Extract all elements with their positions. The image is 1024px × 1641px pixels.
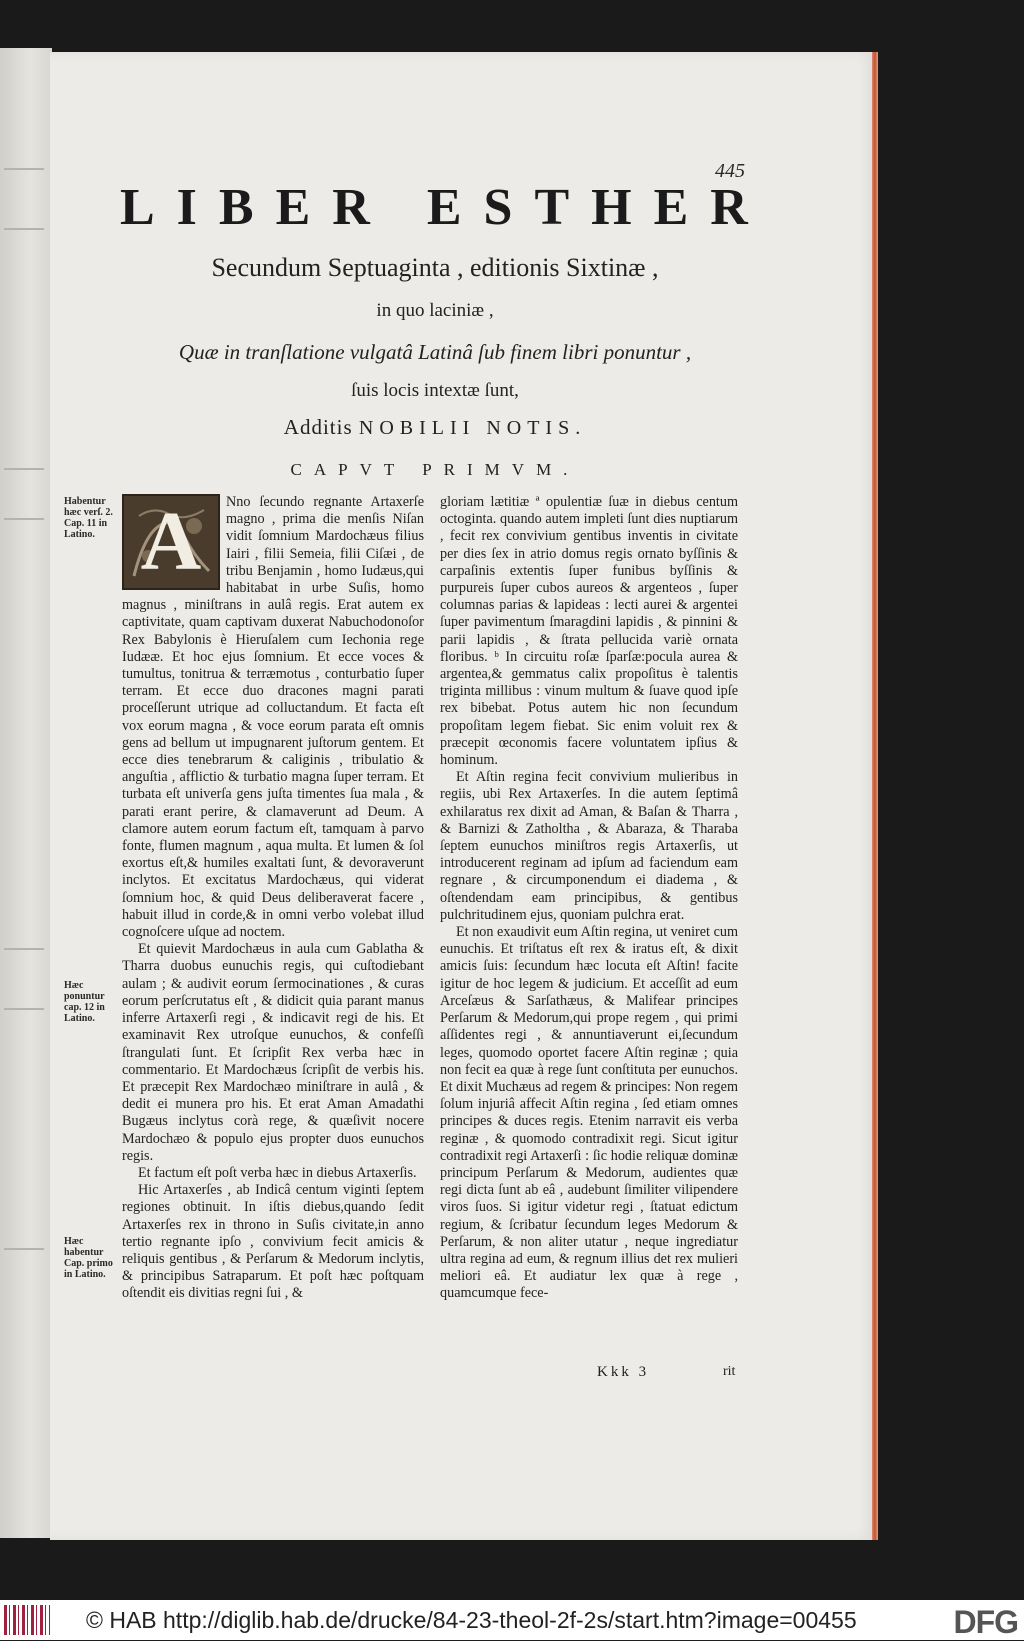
dropcap-letter: A — [140, 495, 202, 588]
barcode-icon — [4, 1605, 50, 1635]
additis-line — [120, 415, 750, 440]
subtitle-line-3: Quæ in tranſlatione vulgatâ Latinâ ſub finem libri ponuntur , — [178, 340, 692, 364]
additis-word: Additis — [283, 415, 353, 439]
right-paragraph-2: Et Aſtin regina fecit convivium mulieribus in regiis, ubi Rex Artaxerſes. In die autem ſeptimâ exhilaratus rex dixit ad Aman, & Baſan & Tharra , & Barnizi & Zatholtha , & Abaraza, & Tharaba ſeptem eunuchos miniſtros regis Artaxerſis, ut introducerent reginam ad ipſum ad faciendum eam regnare , & circumponendum ei diadema , & oſtendendam eam principibus, & gentibus pulchritudinem ejus, quoniam pulchra erat. — [440, 769, 738, 923]
text-column-right — [440, 494, 738, 1303]
chapter-heading: CAPVT PRIMVM. — [290, 460, 580, 479]
left-paragraph-2: Et quievit Mardochæus in aula cum Gablatha & Tharra duobus eunuchis regis, qui cuſtodiebant aulam ; & audivit eorum ſermocinationes , & curas eorum perſcrutatus eſt , & didicit quia parant manus inferre Artaxerſi regi , & indicavit regi de his. Et examinavit Rex utroſque eunuchos, & confeſſi ſtrangulati ſunt. Et ſcripſit Rex verba hæc in commentario. Et Mardochæus ſcripſit de verbis his. Et præcepit Rex Mardochæo miniſtrare in aulâ , & dedit ei munera pro his. Et erat Aman Amadathi Bugæus inclytus corà rege, & quæſivit nocere Mardochæo & populo ejus propter duos eunuchos regis. — [122, 941, 424, 1164]
margin-note-3: Hæc habentur Cap. primo in Latino. — [64, 1236, 113, 1280]
dfg-logo: DFG — [953, 1604, 1018, 1640]
page-edge — [872, 52, 878, 1540]
text-column-left — [122, 494, 424, 1303]
page-number: 445 — [715, 160, 745, 182]
margin-note-2: Hæc ponuntur cap. 12 in Latino. — [64, 980, 105, 1024]
margin-note-1: Habentur hæc verſ. 2. Cap. 11 in Latino. — [64, 496, 113, 540]
signature-mark: Kkk 3 — [597, 1364, 650, 1380]
right-paragraph-1: gloriam lætitiæ ª opulentiæ ſuæ in diebus centum octoginta. quando autem impleti ſunt dies nuptiarum , fecit rex convivium gentibus inventis in civitate per dies ſex in atrio domus regis ornato byſſinis & carpaſinis extentis ſuper funibus byſſinis & purpureis ſuper cubos aureos & argenteos , ſuper columnas parias & lapideas : lecti aurei & argentei ſuper pavimentum ſmaragdini lapidis , & pinnini & parii lapidis , & ſtrata pellucida variè ornata floribus. ᵇ In circuitu roſæ ſparſæ:pocula aurea & argentea,& gemmatus calix propoſitus è talentis triginta millibus : vinum multum & ſuave quod ipſe rex bibebat. Potus autem hic non ſecundum propoſitam legem fiebat. Sic enim voluit rex & præcepit œconomis facere voluntatem ipſius & hominum. — [440, 494, 738, 769]
left-paragraph-1: Nno ſecundo regnante Artaxerſe magno , prima die menſis Niſan vidit ſomnium Mardochæus filius Iairi , filii Semeia, filii Ciſæi , de tribu Benjamin , homo Iudæus,qui habitabat in urbe Suſis, homo magnus , miniſtrans in aulâ regis. Erat autem ex captivitate, quam captivam duxerat Nabuchodonoſor Rex Babylonis è Hieruſalem cum Iechonia rege Iudææ. Et hoc ejus ſomnium. Et ecce voces & tumultus, tonitrua & terræmotus , conturbatio ſuper terram. Et ecce duo dracones magni parati proceſſerunt utrique ad colluctandum. Et facta eſt vox eorum magna , & voce eorum parata eſt omnis gens ad bellum ut impugnarent juſtorum gentem. Et ecce dies tenebrarum & caliginis , tribulatio & anguſtia , afflictio & turbatio magna ſuper terram. Et turbata eſt univerſa gens juſta timentes ſua mala , & parati erant perire, & clamaverunt ad Deum. A clamore autem eorum factum eſt, tamquam à parvo fonte, flumen magnum , aqua multa. Et lumen & ſol exortus eſt,& humiles exaltati ſunt, & devoraverunt inclytos. Et excitatus Mardochæus, qui viderat ſomnium hoc, & quid Deus deliberaverat facere , habuit illud in corde,& in omni verbo volebat illud cognoſcere uſque ad noctem. — [122, 494, 424, 941]
dropcap-ornament — [122, 494, 220, 590]
subtitle-line-2: in quo laciniæ , — [376, 300, 494, 321]
page-title: LIBER ESTHER — [120, 179, 770, 236]
left-paragraph-4: Hic Artaxerſes , ab Indicâ centum viginti ſeptem regiones obtinuit. In iſtis diebus,quando ſedit Artaxerſes rex in throno in Suſis civitate,in anno tertio regnante ipſo , convivium fecit amicis & reliquis gentibus , & Perſarum & Medorum inclytis, & principibus Satraparum. Et poſt hæc poſtquam oſtendit eis divitias regni ſui , & — [122, 1182, 424, 1302]
right-paragraph-3: Et non exaudivit eum Aſtin regina, ut veniret cum eunuchis. Et triſtatus eſt rex & iratus eſt, & dixit amicis ſuis: ſecundum hæc locuta eſt Aſtin! facite igitur de hoc legem & judicium. Et acceſſit ad eum Arceſæus & Sarſathæus, & Malifear principes Perſarum & Medorum,qui prope regem , qui primi aſſidentes regi , & annuntiaverunt ei,ſecundum leges, quomodo oportet facere Aſtin reginæ ; quia non fecit ea quæ à rege ſunt conſtituta per eunuchos. Et dixit Muchæus ad regem & principes: Non regem ſolum injuriâ affecit Aſtin regina , ſed etiam omnes principes & duces regis. Etenim narravit eis verba reginæ , & quomodo contradixit regi. Sicut igitur contradixit regi Artaxerſi : ſic hodie reliquæ dominæ principum Perſarum & Medorum, audientes quæ regi dicta ſunt ab eâ , audebunt ſimiliter vilipendere viros ſuos. Si igitur videtur regi , ſtatuat edictum regium, & ſcribatur ſecundum leges Medorum & Perſarum, & non aliter utatur , neque ingrediatur ultra regina ad eum, & regnum illius det rex mulieri meliori eâ. Et audiatur lex quæ à rege , quamcumque fece- — [440, 924, 738, 1302]
source-link[interactable]: © HAB http://diglib.hab.de/drucke/84-23-theol-2f-2s/start.htm?image=00455 — [86, 1606, 857, 1633]
left-paragraph-3: Et factum eſt poſt verba hæc in diebus Artaxerſis. — [138, 1164, 417, 1181]
previous-page-edge — [0, 48, 52, 1538]
subtitle-line-4: ſuis locis intextæ ſunt, — [351, 380, 519, 401]
catchword: rit — [723, 1364, 736, 1379]
subtitle-line-1: Secundum Septuaginta , editionis Sixtinæ , — [211, 253, 659, 282]
viewer-footer — [0, 1600, 1024, 1640]
nobilii-notis: NOBILII NOTIS. — [358, 417, 587, 439]
